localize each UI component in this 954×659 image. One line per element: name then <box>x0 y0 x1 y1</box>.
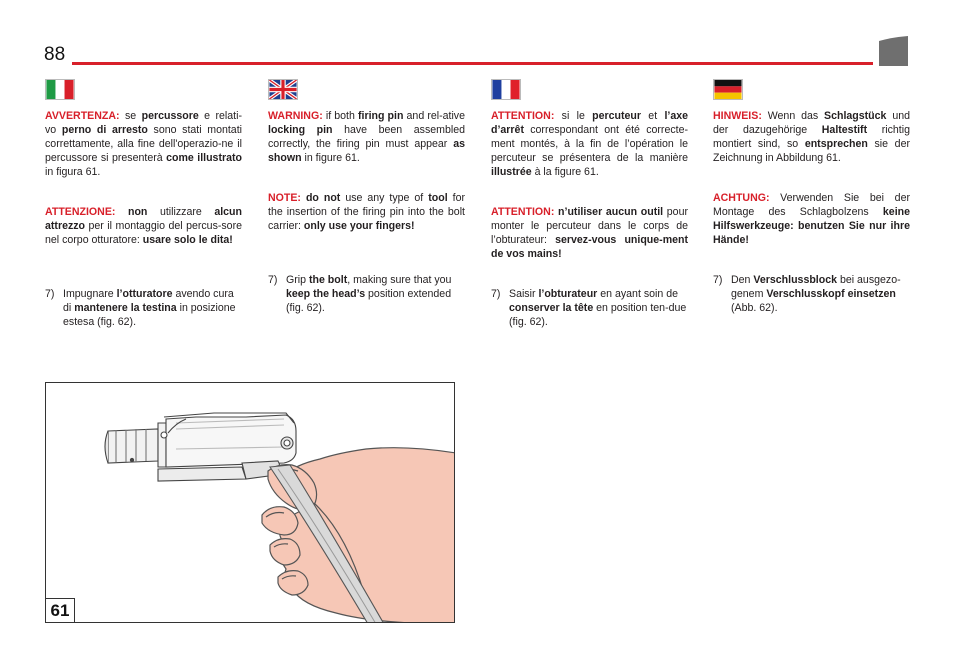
body-text: (Abb. 62). <box>731 302 778 314</box>
bold-text: l’axe d’arrêt <box>491 110 688 136</box>
body-text: en ayant soin de <box>597 288 678 300</box>
page-number: 88 <box>44 44 66 65</box>
body-text: se <box>119 110 142 122</box>
italy-flag-icon <box>45 79 75 100</box>
body-text: position extended (fig. 62). <box>286 288 452 314</box>
bold-text: Schlagstück <box>824 110 887 122</box>
bold-text: l’otturatore <box>116 288 173 300</box>
caution-paragraph-fr <box>491 205 688 261</box>
note-paragraph-en <box>268 191 465 247</box>
bold-text: Verschlussblock <box>753 274 838 286</box>
body-text: in figura 61. <box>45 166 101 178</box>
body-text: avendo cura di <box>63 288 234 314</box>
step-7-fr <box>491 287 688 329</box>
warning-label: AVVERTENZA: <box>45 110 120 122</box>
body-text: use any type of <box>340 192 429 204</box>
step-number: 7) <box>713 274 723 286</box>
bold-text: the bolt <box>308 274 348 286</box>
figure-61 <box>45 382 455 623</box>
step-text-de <box>731 273 910 315</box>
body-text: et <box>641 110 665 122</box>
column-french <box>491 79 688 329</box>
body-text: Wenn das <box>761 110 825 122</box>
column-italian <box>45 79 242 329</box>
step-text-fr <box>509 287 688 329</box>
bold-text: l’obturateur <box>538 288 598 300</box>
step-7-it <box>45 287 242 329</box>
bold-text: servez-vous unique-ment de vos mains! <box>491 234 688 260</box>
body-text: and rel-ative <box>403 110 465 122</box>
hand-holding-bolt-illustration <box>46 383 455 623</box>
body-text: per il montaggio del percus-sore nel corpo otturatore: <box>45 220 242 246</box>
body-text: en position ten-due (fig. 62). <box>509 302 687 328</box>
warning-label: ATTENZIONE: <box>45 206 116 218</box>
body-text: bei ausgezo-genem <box>731 274 901 300</box>
step-number: 7) <box>268 274 278 286</box>
body-text: richtig montiert sind, so <box>713 124 910 150</box>
bold-text: as shown <box>268 138 465 164</box>
body-text: Impugnare <box>63 288 117 300</box>
body-text: e relati-vo <box>45 110 242 136</box>
column-german <box>713 79 910 315</box>
step-number: 7) <box>491 288 501 300</box>
bold-text: alcun attrezzo <box>45 206 242 232</box>
step-text-en <box>286 273 465 315</box>
bold-text: come illustrato <box>166 152 242 164</box>
header-rule <box>72 62 873 65</box>
bold-text: percussore <box>141 110 199 122</box>
corner-tab-icon <box>879 36 908 66</box>
step-7-de <box>713 273 910 315</box>
uk-flag-icon <box>268 79 298 100</box>
bold-text: tool <box>428 192 448 204</box>
body-text: for the insertion of the firing pin into the bolt carrier: <box>268 192 465 232</box>
body-text: pour monter le percuteur dans le corps de l’obturateur: <box>491 206 688 246</box>
warning-label: ATTENTION: <box>491 110 555 122</box>
warning-label: ACHTUNG: <box>713 192 770 204</box>
body-text: Saisir <box>509 288 539 300</box>
warning-paragraph-de <box>713 109 910 165</box>
warning-paragraph-it <box>45 109 242 179</box>
caution-paragraph-de <box>713 191 910 247</box>
figure-number-label: 61 <box>45 598 75 623</box>
body-text: if both <box>322 110 358 122</box>
body-text: sono stati montati correttamente, alla fine dell'operazio-ne il percussore si presenterà <box>45 124 242 164</box>
body-text: in figure 61. <box>301 152 360 164</box>
caution-paragraph-it <box>45 205 242 261</box>
bold-text: n’utiliser aucun outil <box>558 206 664 218</box>
body-text: Den <box>731 274 754 286</box>
warning-label: NOTE: <box>268 192 301 204</box>
body-text: in posizione estesa (fig. 62). <box>63 302 236 328</box>
body-text: si le <box>554 110 593 122</box>
bold-text: keine Hilfswerkzeuge: benutzen Sie nur ihre Hände! <box>713 206 910 246</box>
body-text: sie der Zeichnung in Abbildung 61. <box>713 138 910 164</box>
bold-text: non <box>127 206 148 218</box>
bolt-drawing <box>105 413 296 481</box>
bold-text: locking pin <box>268 124 333 136</box>
bold-text: do not <box>305 192 341 204</box>
body-text: correspondant ont été correcte-ment montés, à la fin de l’opération le percuteur se présentera de la manière <box>491 124 688 164</box>
bold-text: Haltestift <box>821 124 868 136</box>
bold-text: Verschlusskopf einsetzen <box>766 288 896 300</box>
bold-text: percuteur <box>592 110 642 122</box>
warning-paragraph-en <box>268 109 465 165</box>
body-text: , making sure that you <box>347 274 452 286</box>
column-english <box>268 79 465 315</box>
warning-paragraph-fr <box>491 109 688 179</box>
body-text: utilizzare <box>147 206 215 218</box>
body-text: have been assembled correctly, the firing pin must appear <box>268 124 465 150</box>
step-7-en <box>268 273 465 315</box>
body-text: à la figure 61. <box>531 166 599 178</box>
bold-text: mantenere la testina <box>74 302 177 314</box>
bold-text: entsprechen <box>804 138 868 150</box>
step-number: 7) <box>45 288 55 300</box>
bold-text: keep the head’s <box>286 288 366 300</box>
bold-text: conserver la tête <box>509 302 594 314</box>
germany-flag-icon <box>713 79 743 100</box>
step-text-it <box>63 287 242 329</box>
body-text: Grip <box>286 274 309 286</box>
bold-text: illustrée <box>491 166 532 178</box>
warning-label: HINWEIS: <box>713 110 762 122</box>
body-text: Verwenden Sie bei der Montage des Schlagbolzens <box>713 192 910 218</box>
bold-text: only use your fingers! <box>303 220 415 232</box>
bold-text: usare solo le dita! <box>142 234 233 246</box>
bold-text: firing pin <box>357 110 404 122</box>
bold-text: perno di arresto <box>61 124 148 136</box>
warning-label: ATTENTION: <box>491 206 555 218</box>
warning-label: WARNING: <box>268 110 323 122</box>
body-text <box>115 206 128 218</box>
body-text: und der dazugehörige <box>713 110 910 136</box>
france-flag-icon <box>491 79 521 100</box>
